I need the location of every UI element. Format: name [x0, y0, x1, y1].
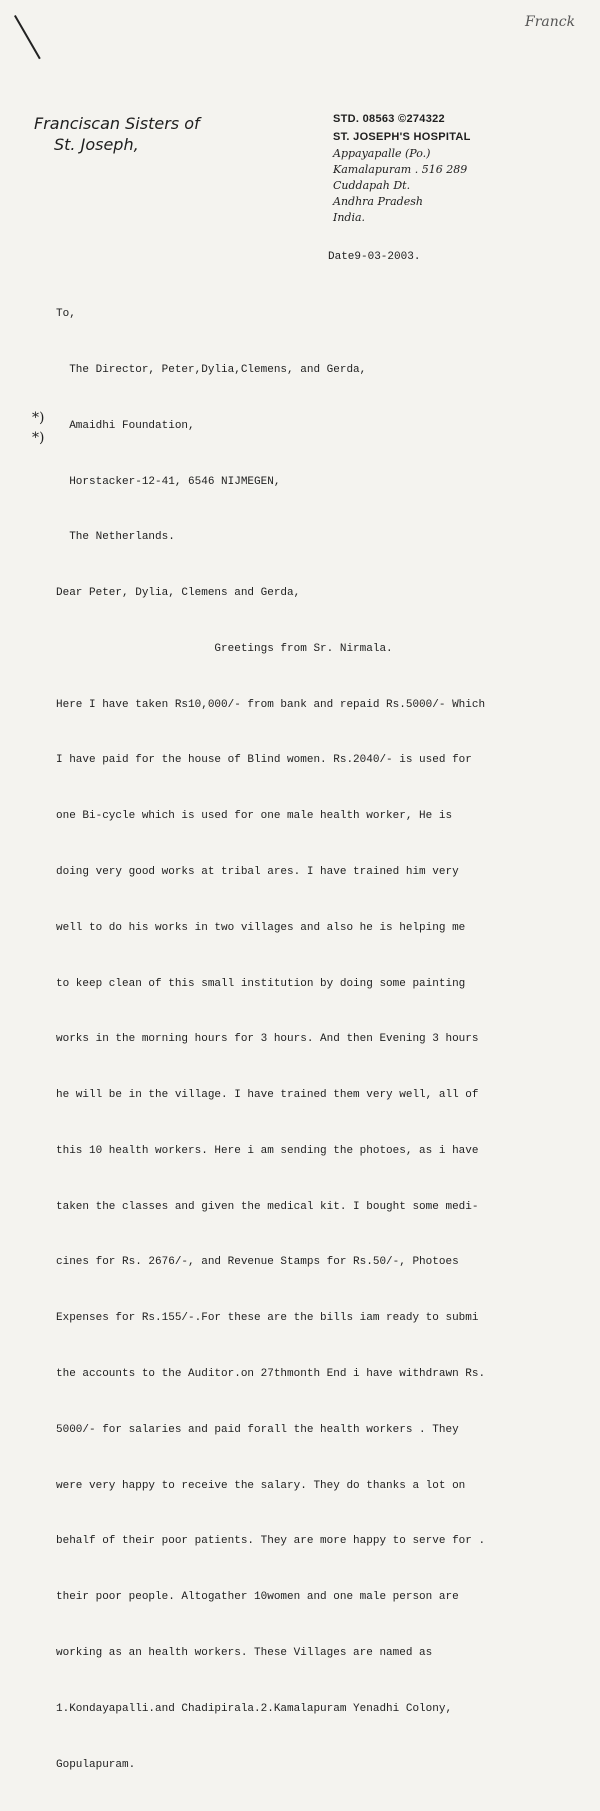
body-line: Gopulapuram. [56, 1758, 136, 1771]
body-line: cines for Rs. 2676/-, and Revenue Stamps for Rs.50/-, Photoes [56, 1256, 459, 1269]
body-line: works in the morning hours for 3 hours. And then Evening 3 hours [56, 1033, 479, 1046]
body-line: 5000/- for salaries and paid forall the health workers . They [56, 1423, 459, 1436]
body-line: Here I have taken Rs10,000/- from bank and repaid Rs.5000/- Which [56, 698, 486, 711]
body-line: well to do his works in two villages and also he is helping me [56, 921, 466, 934]
address-line: India. [333, 211, 366, 224]
body-line: The Director, Peter,Dylia,Clemens, and Gerda, [56, 363, 367, 376]
margin-annotation: Franck [525, 14, 576, 30]
body-line: I have paid for the house of Blind women. Rs.2040/- is used for [56, 754, 472, 767]
letterhead-left [34, 113, 200, 155]
body-line: to keep clean of this small institution by doing some painting [56, 977, 466, 990]
pen-stroke-mark [14, 15, 41, 59]
body-line: To, [56, 308, 76, 321]
body-line: taken the classes and given the medical kit. I bought some medi- [56, 1200, 479, 1213]
address-line: Kamalapuram . 516 289 [333, 163, 468, 176]
margin-star-mark: *) [32, 430, 45, 446]
body-line: Dear Peter, Dylia, Clemens and Gerda, [56, 587, 301, 600]
address-line: Andhra Pradesh [333, 195, 423, 208]
body-line: doing very good works at tribal ares. I have trained him very [56, 866, 459, 878]
letterhead-right [333, 110, 471, 226]
body-line: Amaidhi Foundation, [56, 419, 195, 432]
margin-star-mark: *) [32, 410, 45, 426]
body-line: the accounts to the Auditor.on 27thmonth End i have withdrawn Rs. [56, 1368, 486, 1381]
body-line: their poor people. Altogather 10women and one male person are [56, 1591, 459, 1604]
body-line: Expenses for Rs.155/-.For these are the bills iam ready to submi [56, 1312, 479, 1325]
body-line: behalf of their poor patients. They are more happy to serve for . [56, 1535, 486, 1548]
body-line: were very happy to receive the salary. They do thanks a lot on [56, 1479, 466, 1492]
phone-number: STD. 08563 ©274322 [333, 113, 445, 125]
address-line: Appayapalle (Po.) [333, 147, 431, 160]
body-line: working as an health workers. These Villages are named as [56, 1646, 433, 1659]
body-line: 1.Kondayapalli.and Chadipirala.2.Kamalapuram Yenadhi Colony, [56, 1702, 453, 1715]
body-line: he will be in the village. I have trained them very well, all of [56, 1089, 479, 1102]
letterhead-line-1: Franciscan Sisters of [34, 114, 200, 133]
body-line: Greetings from Sr. Nirmala. [56, 642, 393, 655]
letterhead-line-2: St. Joseph, [54, 135, 139, 154]
body-line: one Bi-cycle which is used for one male health worker, He is [56, 810, 453, 823]
body-line: Horstacker-12-41, 6546 NIJMEGEN, [56, 475, 281, 488]
body-line: The Netherlands. [56, 531, 175, 544]
address-line: Cuddapah Dt. [333, 179, 411, 192]
letter-date: Date9-03-2003. [328, 251, 421, 263]
hospital-name: ST. JOSEPH'S HOSPITAL [333, 131, 471, 143]
body-line: this 10 health workers. Here i am sending the photoes, as i have [56, 1144, 479, 1157]
letter-body [56, 268, 576, 1811]
